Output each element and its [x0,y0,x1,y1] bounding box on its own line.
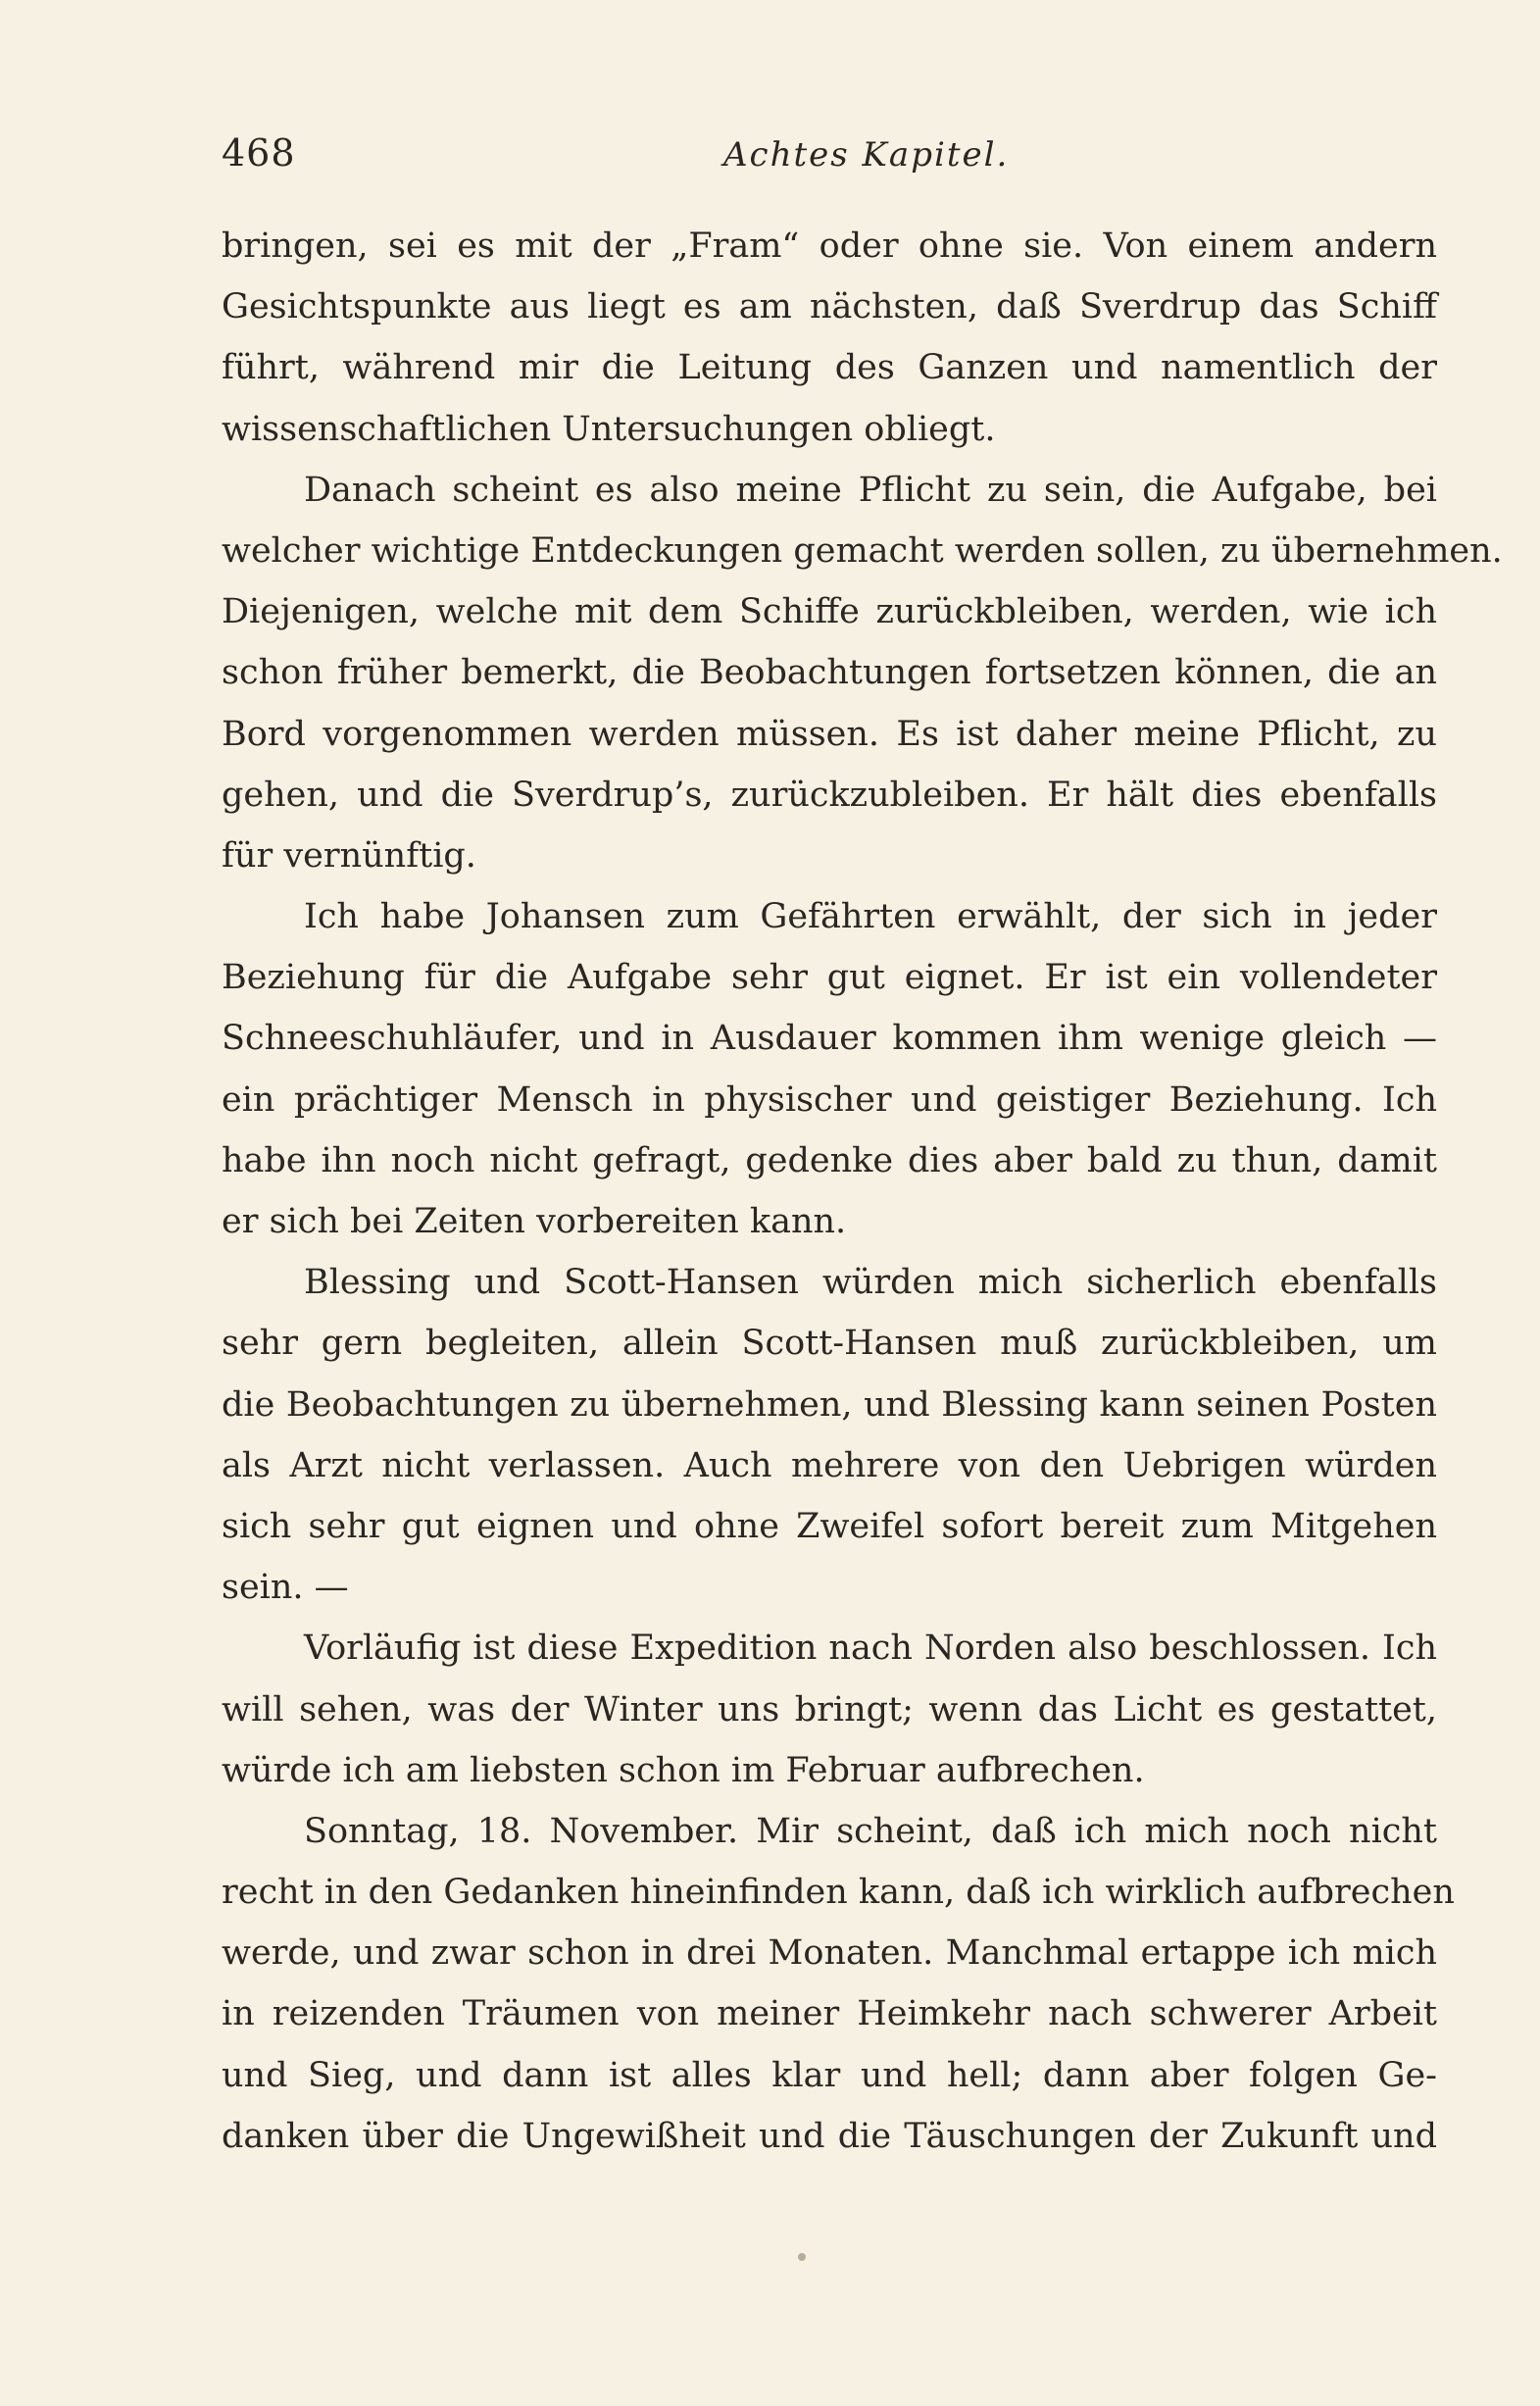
text-line: Ich habe Johansen zum Gefährten erwählt, der sich in jeder [304,897,1437,937]
page-header [222,131,1437,180]
text-line: die Beobachtungen zu übernehmen, und Blessing kann seinen Posten [222,1384,1437,1425]
text-line: und Sieg, und dann ist alles klar und hell; dann aber folgen Ge- [222,2055,1437,2095]
text-line: Bord vorgenommen werden müssen. Es ist daher meine Pflicht, zu [222,714,1437,754]
text-line: Sonntag, 18. November. Mir scheint, daß ich mich noch nicht [304,1811,1437,1851]
text-line: will sehen, was der Winter uns bringt; wenn das Licht es gestattet, [222,1689,1437,1729]
text-line: Danach scheint es also meine Pflicht zu sein, die Aufgabe, bei [304,470,1437,510]
text-line: sein. — [222,1568,349,1608]
text-line: welcher wichtige Entdeckungen gemacht werden sollen, zu übernehmen. [222,530,1503,571]
text-line: für vernünftig. [222,835,476,876]
text-line: recht in den Gedanken hineinfinden kann, daß ich wirklich aufbrechen [222,1873,1455,1913]
text-line: führt, während mir die Leitung des Ganzen und namentlich der [222,348,1437,388]
text-line: wissenschaftlichen Untersuchungen obliegt. [222,409,996,449]
body-text [222,216,1503,2167]
text-line: ein prächtiger Mensch in physischer und geistiger Beziehung. Ich [222,1079,1437,1120]
text-line: sehr gern begleiten, allein Scott-Hansen muß zurückbleiben, um [222,1324,1437,1364]
text-line: Beziehung für die Aufgabe sehr gut eignet. Er ist ein vollendeter [222,958,1437,998]
text-line: Schneeschuhläufer, und in Ausdauer kommen ihm wenige gleich — [222,1019,1437,1059]
text-line: er sich bei Zeiten vorbereiten kann. [222,1202,847,1241]
text-line: sich sehr gut eignen und ohne Zweifel sofort bereit zum Mitgehen [222,1506,1437,1546]
text-line: Blessing und Scott-Hansen würden mich sicherlich ebenfalls [304,1263,1437,1303]
text-line: als Arzt nicht verlassen. Auch mehrere von den Uebrigen würden [222,1445,1437,1485]
paper-speck [798,2253,806,2261]
text-line: werde, und zwar schon in drei Monaten. Manchmal ertappe ich mich [222,1933,1437,1974]
text-line: würde ich am liebsten schon im Februar aufbrechen. [222,1750,1145,1790]
text-line: danken über die Ungewißheit und die Täuschungen der Zukunft und [222,2116,1437,2156]
running-head: Achtes Kapitel. [723,135,1010,175]
text-line: schon früher bemerkt, die Beobachtungen fortsetzen können, die an [222,653,1437,693]
text-line: gehen, und die Sverdrup’s, zurückzubleiben. Er hält dies ebenfalls [222,775,1437,815]
text-line: in reizenden Träumen von meiner Heimkehr nach schwerer Arbeit [222,1994,1437,2034]
text-line: Diejenigen, welche mit dem Schiffe zurückbleiben, werden, wie ich [222,592,1437,632]
text-line: Vorläufig ist diese Expedition nach Norden also beschlossen. Ich [304,1629,1437,1669]
text-line: habe ihn noch nicht gefragt, gedenke dies aber bald zu thun, damit [222,1140,1437,1180]
page-number: 468 [222,131,296,175]
text-line: bringen, sei es mit der „Fram“ oder ohne sie. Von einem andern [222,226,1437,266]
text-line: Gesichtspunkte aus liegt es am nächsten, daß Sverdrup das Schiff [222,287,1437,327]
